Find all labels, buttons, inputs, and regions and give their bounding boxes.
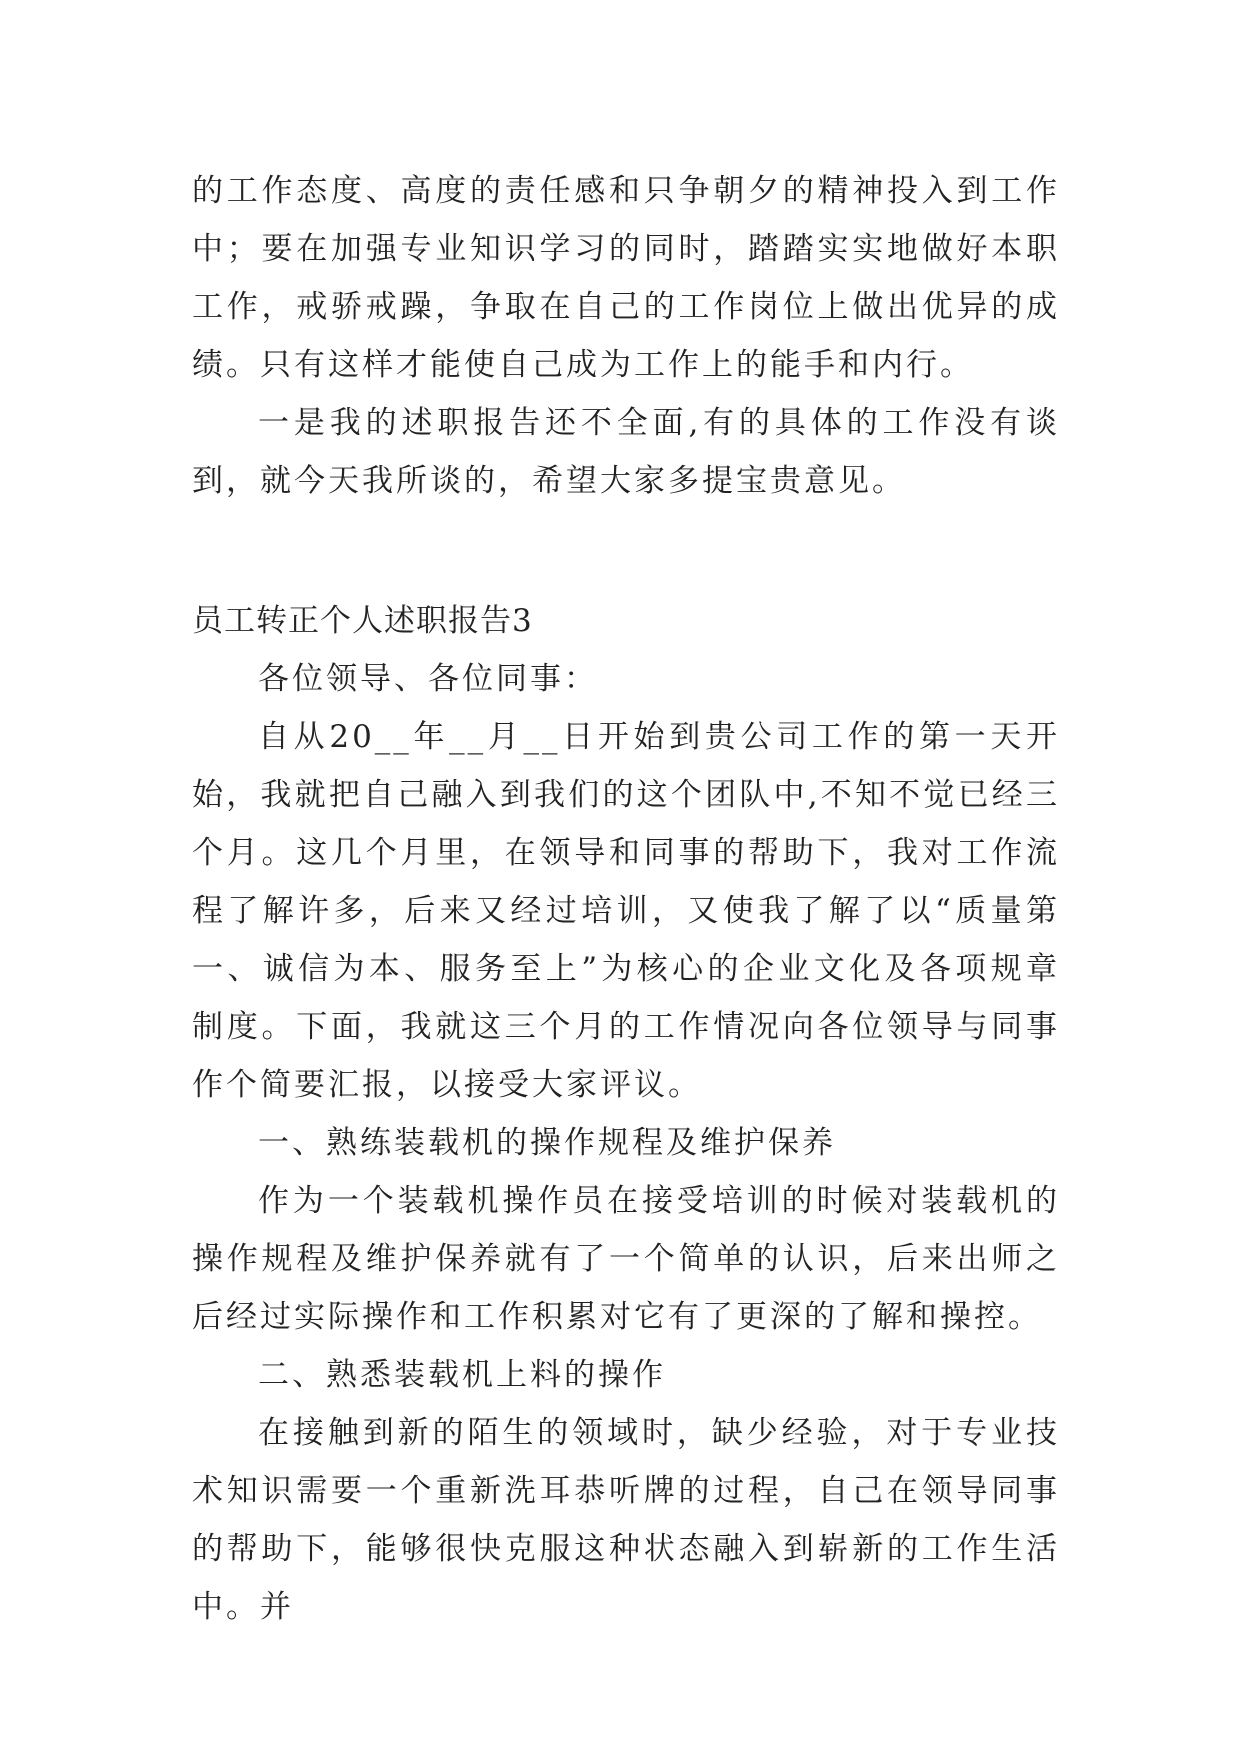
- paragraph-continuation: 的工作态度、高度的责任感和只争朝夕的精神投入到工作中；要在加强专业知识学习的同时，踏踏实实地做好本职工作，戒骄戒躁，争取在自己的工作岗位上做出优异的成绩。只有这样才能使自己成为工作上的能手和内行。: [192, 173, 1060, 383]
- subheading-two: 二、熟悉装载机上料的操作: [258, 1357, 666, 1393]
- paragraph-loading: 在接触到新的陌生的领域时，缺少经验，对于专业技术知识需要一个重新洗耳恭听牌的过程，自己在领导同事的帮助下，能够很快克服这种状态融入到崭新的工作生活中。并: [192, 1415, 1060, 1625]
- paragraph-operation: 作为一个装载机操作员在接受培训的时候对装载机的操作规程及维护保养就有了一个简单的认识，后来出师之后经过实际操作和工作积累对它有了更深的了解和操控。: [192, 1183, 1060, 1335]
- section-title: 员工转正个人述职报告3: [192, 603, 533, 639]
- section-spacer: [192, 510, 1060, 592]
- subheading-one: 一、熟练装载机的操作规程及维护保养: [258, 1125, 836, 1161]
- paragraph-salutation: 各位领导、各位同事：: [258, 661, 598, 697]
- paragraph-introduction: 自从20__年__月__日开始到贵公司工作的第一天开始，我就把自己融入到我们的这个团队中,不知不觉已经三个月。这几个月里，在领导和同事的帮助下，我对工作流程了解许多，后来又经过培训，又使我了解了以“质量第一、诚信为本、服务至上”为核心的企业文化及各项规章制度。下面，我就这三个月的工作情况向各位领导与同事作个简要汇报，以接受大家评议。: [192, 719, 1060, 1103]
- document-body: [192, 162, 1060, 1636]
- paragraph-closing-remark: 一是我的述职报告还不全面,有的具体的工作没有谈到，就今天我所谈的，希望大家多提宝贵意见。: [192, 405, 1060, 499]
